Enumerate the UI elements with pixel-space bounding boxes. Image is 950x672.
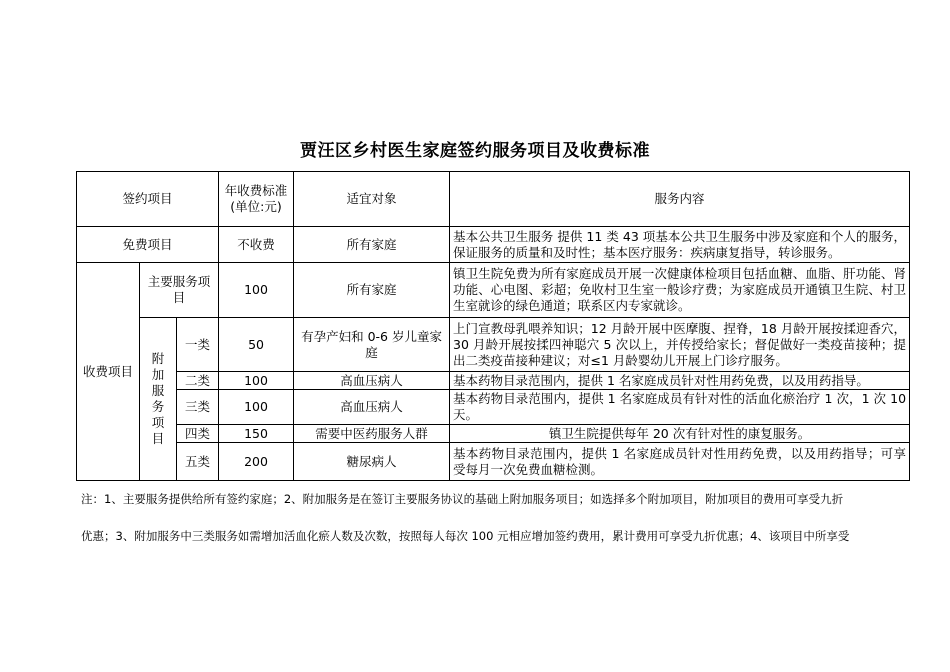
- table-row-class-4: [77, 425, 910, 443]
- class-fee: 100: [219, 372, 294, 390]
- class-content: 基本药物目录范围内，提供 1 名家庭成员有针对性的活血化瘀治疗 1 次，1 次 10 天。: [450, 390, 910, 425]
- class-target: 有孕产妇和 0-6 岁儿童家庭: [294, 318, 450, 372]
- class-label: 四类: [177, 425, 219, 443]
- class-fee: 150: [219, 425, 294, 443]
- class-label: 一类: [177, 318, 219, 372]
- class-target: 高血压病人: [294, 372, 450, 390]
- class-fee: 50: [219, 318, 294, 372]
- class-target: 糖尿病人: [294, 443, 450, 481]
- table-row-class-5: [77, 443, 910, 481]
- class-label: 三类: [177, 390, 219, 425]
- class-target: 需要中医药服务人群: [294, 425, 450, 443]
- table-row-class-1: [77, 318, 910, 372]
- main-content: 镇卫生院免费为所有家庭成员开展一次健康体检项目包括血糖、血脂、肝功能、肾功能、心电图、彩超；免收村卫生室一般诊疗费；为家庭成员开通镇卫生院、村卫生室就诊的绿色通道；联系区内专家就诊。: [450, 263, 910, 318]
- table-row-main: [77, 263, 910, 318]
- class-fee: 100: [219, 390, 294, 425]
- free-target: 所有家庭: [294, 227, 450, 263]
- main-target: 所有家庭: [294, 263, 450, 318]
- header-fee: 年收费标准(单位:元): [219, 172, 294, 227]
- table-row-class-2: [77, 372, 910, 390]
- page-title: 贾汪区乡村医生家庭签约服务项目及收费标准: [300, 141, 650, 161]
- class-content: 镇卫生院提供每年 20 次有针对性的康复服务。: [450, 425, 910, 443]
- class-label: 五类: [177, 443, 219, 481]
- additional-label: 附加服务项目: [140, 318, 177, 481]
- note-line-1: 注：1、主要服务提供给所有签约家庭；2、附加服务是在签订主要服务协议的基础上附加服务项目；如选择多个附加项目，附加项目的费用可享受九折: [81, 492, 844, 506]
- main-item: 主要服务项目: [140, 263, 219, 318]
- table-header-row: [77, 172, 910, 227]
- paid-group-label: 收费项目: [77, 263, 140, 481]
- free-content: 基本公共卫生服务 提供 11 类 43 项基本公共卫生服务中涉及家庭和个人的服务，保证服务的质量和及时性；基本医疗服务：疾病康复指导，转诊服务。: [450, 227, 910, 263]
- service-fee-table: [76, 171, 910, 481]
- header-content: 服务内容: [450, 172, 910, 227]
- class-target: 高血压病人: [294, 390, 450, 425]
- class-content: 基本药物目录范围内，提供 1 名家庭成员针对性用药免费，以及用药指导；可享受每月一次免费血糖检测。: [450, 443, 910, 481]
- header-target: 适宜对象: [294, 172, 450, 227]
- free-fee: 不收费: [219, 227, 294, 263]
- class-label: 二类: [177, 372, 219, 390]
- table-row-class-3: [77, 390, 910, 425]
- class-content: 上门宣教母乳喂养知识；12 月龄开展中医摩腹、捏脊，18 月龄开展按揉迎香穴，30 月龄开展按揉四神聪穴 5 次以上，并传授给家长；督促做好一类疫苗接种；提出二类疫苗接种建议；对≤1 月龄婴幼儿开展上门诊疗服务。: [450, 318, 910, 372]
- class-fee: 200: [219, 443, 294, 481]
- header-item: 签约项目: [77, 172, 219, 227]
- table-row-free: [77, 227, 910, 263]
- free-item: 免费项目: [77, 227, 219, 263]
- main-fee: 100: [219, 263, 294, 318]
- note-line-2: 优惠；3、附加服务中三类服务如需增加活血化瘀人数及次数，按照每人每次 100 元相应增加签约费用，累计费用可享受九折优惠；4、该项目中所享受: [81, 529, 850, 543]
- class-content: 基本药物目录范围内，提供 1 名家庭成员针对性用药免费，以及用药指导。: [450, 372, 910, 390]
